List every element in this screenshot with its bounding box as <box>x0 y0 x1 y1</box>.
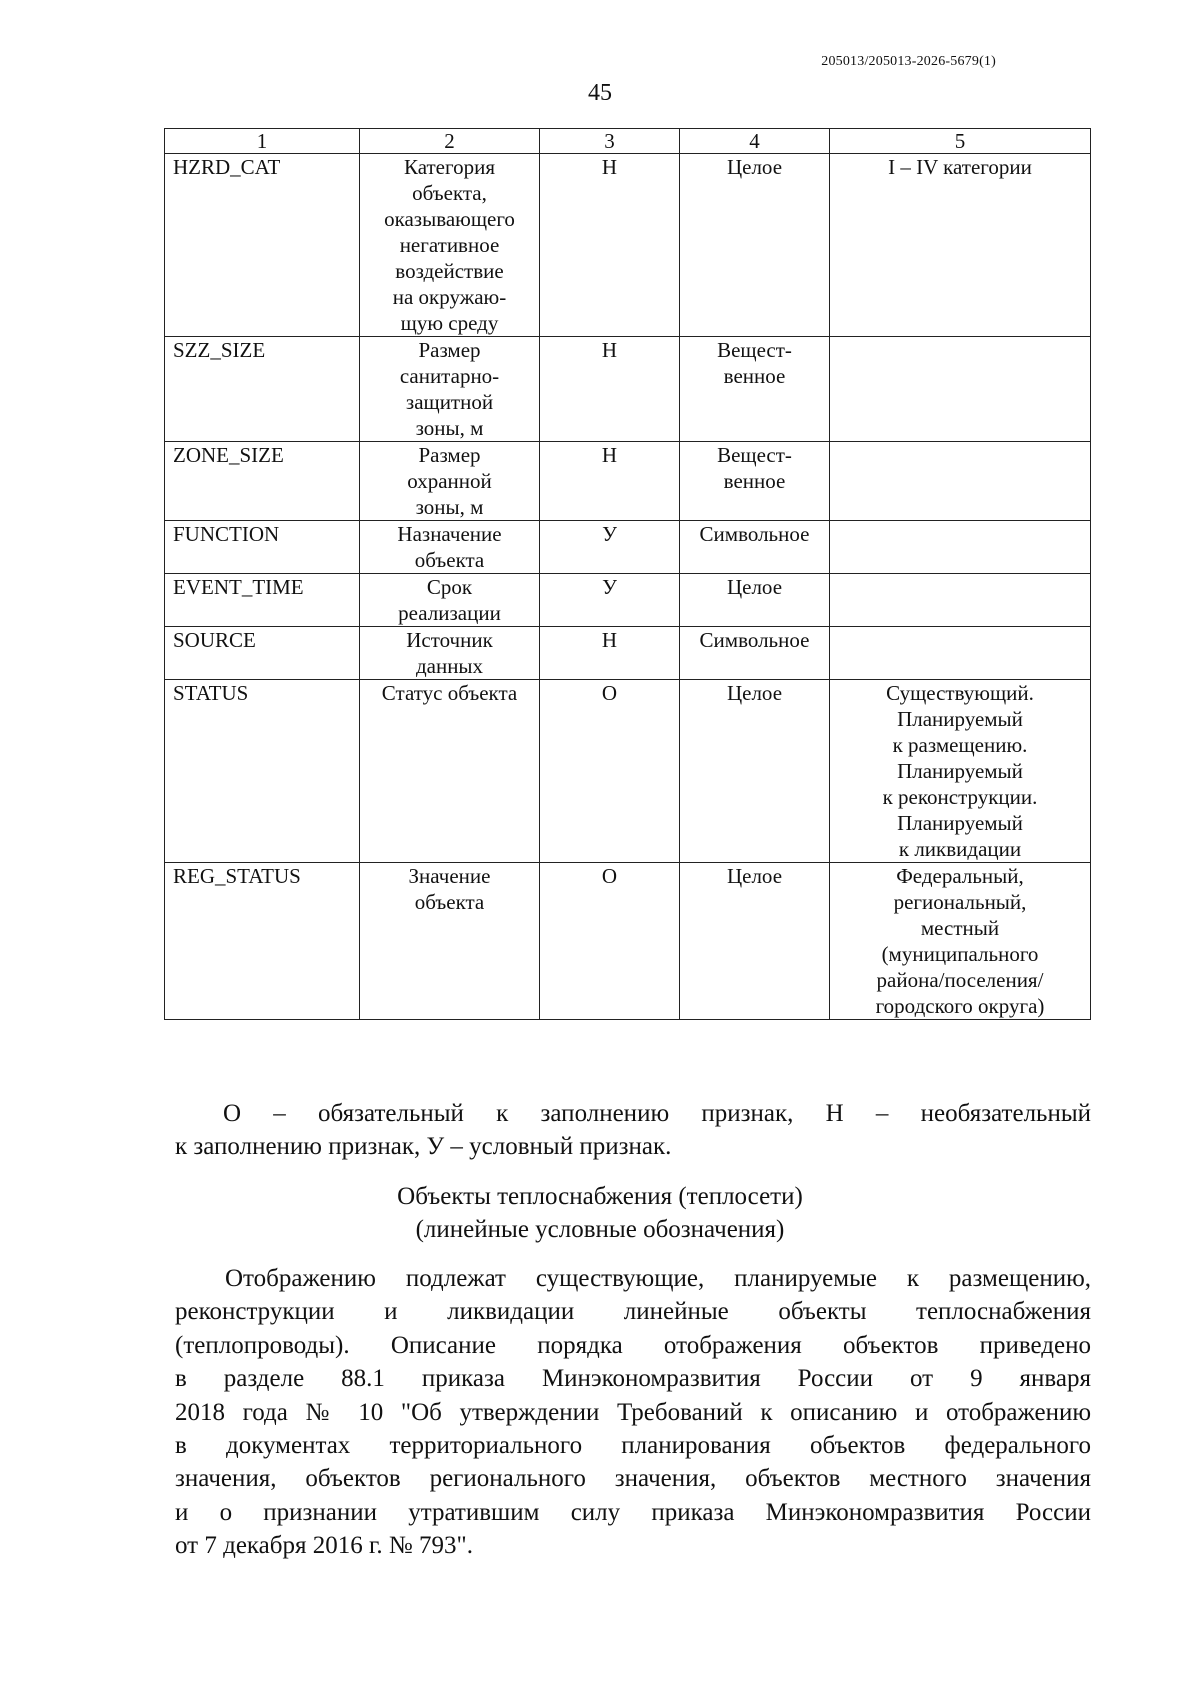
paragraph-line: 2018 года № 10 "Об утверждении Требований к описанию и отображению <box>175 1398 1091 1426</box>
attribute-sign: Н <box>540 627 680 680</box>
attribute-sign: О <box>540 680 680 863</box>
column-number-2: 2 <box>360 129 540 154</box>
paragraph-line: значения, объектов регионального значения, объектов местного значения <box>175 1465 1091 1493</box>
page-number: 45 <box>588 80 612 106</box>
attribute-values <box>830 627 1091 680</box>
attribute-code: FUNCTION <box>165 521 360 574</box>
attribute-type: Целое <box>680 154 830 337</box>
table-header-row <box>165 129 1091 154</box>
paragraph-line: в разделе 88.1 приказа Минэкономразвития России от 9 января <box>175 1365 1091 1393</box>
attribute-values <box>830 574 1091 627</box>
attribute-description: Срок реализации <box>360 574 540 627</box>
table-row <box>165 627 1091 680</box>
paragraph-line: от 7 декабря 2016 г. № 793". <box>175 1532 473 1560</box>
attribute-description: Источник данных <box>360 627 540 680</box>
paragraph-line: Отображению подлежат существующие, планируемые к размещению, <box>225 1265 1091 1292</box>
column-number-1: 1 <box>165 129 360 154</box>
section-heading: Объекты теплоснабжения (теплосети) (линейные условные обозначения) <box>397 1183 803 1243</box>
attribute-sign: Н <box>540 337 680 442</box>
table-row <box>165 574 1091 627</box>
legend-note <box>175 1097 1091 1163</box>
attribute-sign: Н <box>540 154 680 337</box>
attribute-values <box>830 337 1091 442</box>
column-number-3: 3 <box>540 129 680 154</box>
attribute-values <box>830 442 1091 521</box>
attribute-values <box>830 521 1091 574</box>
attribute-values: Федеральный, региональный, местный (муниципального района/поселения/ городского округа) <box>830 863 1091 1020</box>
column-number-5: 5 <box>830 129 1091 154</box>
legend-line: к заполнению признак, У – условный признак. <box>175 1133 672 1160</box>
attribute-type: Вещест- венное <box>680 337 830 442</box>
attribute-values: I – IV категории <box>830 154 1091 337</box>
attribute-description: Статус объекта <box>360 680 540 863</box>
attribute-code: EVENT_TIME <box>165 574 360 627</box>
attribute-code: SZZ_SIZE <box>165 337 360 442</box>
attributes-table <box>164 128 1091 1020</box>
paragraph-line: реконструкции и ликвидации линейные объекты теплоснабжения <box>175 1298 1091 1326</box>
attribute-type: Вещест- венное <box>680 442 830 521</box>
attribute-sign: Н <box>540 442 680 521</box>
table-row <box>165 442 1091 521</box>
table-row <box>165 863 1091 1020</box>
paragraph-line: и о признании утратившим силу приказа Минэкономразвития России <box>175 1498 1091 1526</box>
attribute-type: Символьное <box>680 521 830 574</box>
attribute-description: Размер санитарно- защитной зоны, м <box>360 337 540 442</box>
attribute-description: Категория объекта, оказывающего негативное воздействие на окружаю- щую среду <box>360 154 540 337</box>
attribute-code: ZONE_SIZE <box>165 442 360 521</box>
attribute-code: REG_STATUS <box>165 863 360 1020</box>
legend-line: О – обязательный к заполнению признак, Н – необязательный <box>223 1100 1091 1127</box>
attribute-type: Целое <box>680 574 830 627</box>
attribute-code: HZRD_CAT <box>165 154 360 337</box>
attribute-type: Целое <box>680 863 830 1020</box>
table-row <box>165 337 1091 442</box>
paragraph-line: в документах территориального планирования объектов федерального <box>175 1432 1091 1460</box>
attribute-description: Размер охранной зоны, м <box>360 442 540 521</box>
attribute-type: Символьное <box>680 627 830 680</box>
attribute-code: STATUS <box>165 680 360 863</box>
attribute-description: Значение объекта <box>360 863 540 1020</box>
table-row <box>165 521 1091 574</box>
attribute-sign: У <box>540 574 680 627</box>
table-row <box>165 680 1091 863</box>
attribute-sign: О <box>540 863 680 1020</box>
attribute-sign: У <box>540 521 680 574</box>
attribute-description: Назначение объекта <box>360 521 540 574</box>
paragraph-line: (теплопроводы). Описание порядка отображения объектов приведено <box>175 1331 1091 1359</box>
attribute-code: SOURCE <box>165 627 360 680</box>
table-row <box>165 154 1091 337</box>
column-number-4: 4 <box>680 129 830 154</box>
document-id: 205013/205013-2026-5679(1) <box>821 54 996 69</box>
attribute-type: Целое <box>680 680 830 863</box>
attribute-values: Существующий. Планируемый к размещению. Планируемый к реконструкции. Планируемый к ликвидации <box>830 680 1091 863</box>
body-paragraph <box>175 1262 1091 1563</box>
